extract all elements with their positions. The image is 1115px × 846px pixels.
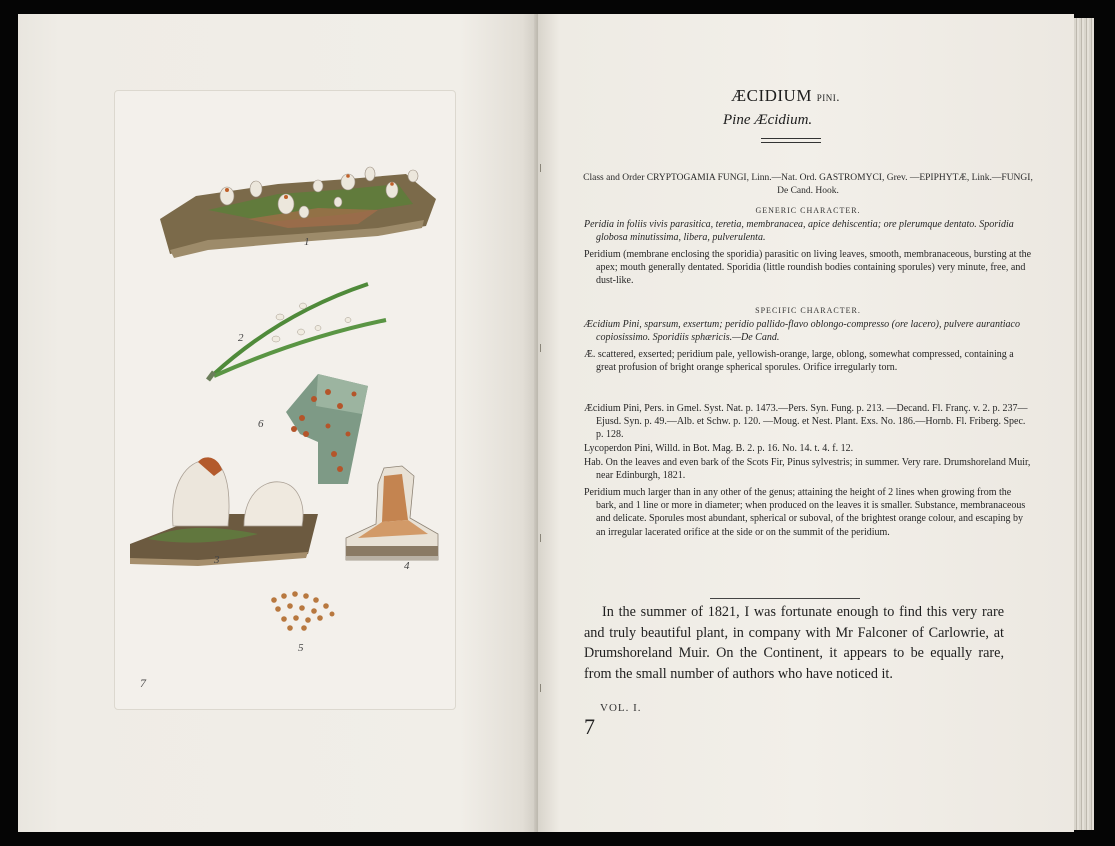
stitch-mark	[540, 684, 541, 692]
narrative-text: In the summer of 1821, I was fortunate enough to find this very rare and truly beautiful plant, in company with Mr Falconer of Carlowrie, at Drumshoreland Muir. On the Continent, it appears to be equally rare, from the small number of authors who have noticed it.	[584, 604, 1004, 682]
page-edges	[1074, 18, 1094, 830]
generic-character-heading: GENERIC CHARACTER.	[755, 206, 861, 215]
specific-character-heading: SPECIFIC CHARACTER.	[755, 306, 861, 315]
section-rule	[710, 598, 860, 599]
left-page-plate	[18, 14, 538, 832]
figure-6-magnified	[286, 374, 368, 484]
title-rule	[761, 138, 821, 143]
synonyms-list: Æcidium Pini, Pers. in Gmel. Syst. Nat. p. 1473.—Pers. Syn. Fung. p. 213. —Decand. Fl. Franç. v. 2. p. 237—Ejusd. Syn. p. 49.—Alb. et Schw. p. 120. —Moug. et Nest. Plant. Exs. No. 186.—Hornb. Fl. Friberg. Spec. p. 128.	[584, 403, 1028, 441]
plate-number: 7	[140, 676, 146, 690]
specific-character-english: Æ. scattered, exserted; peridium pale, yellowish-orange, large, oblong, somewhat compressed, containing a great profusion of bright orange spherical sporules. Orifice irregularly torn.	[584, 349, 1014, 374]
stitch-mark	[540, 164, 541, 172]
title-species: pini.	[816, 89, 840, 104]
narrative-paragraph	[584, 602, 1004, 684]
specific-character-latin: Æcidium Pini, sparsum, exsertum; peridio pallido-flavo oblongo-compresso (ore lacero), pulvere aurantiaco copiosissimo. Sporidiis sphæricis.—De Cand.	[584, 319, 1020, 344]
stitch-mark	[540, 344, 541, 352]
figure-1-bark	[160, 167, 436, 258]
page-title	[731, 86, 840, 106]
classification-line: Class and Order CRYPTOGAMIA FUNGI, Linn.—Nat. Ord. GASTROMYCI, Grev. —EPIPHYTÆ, Link.—FUNGI, De Cand. Hook.	[583, 173, 1033, 196]
figure-label-2: 2	[238, 332, 244, 344]
open-book	[18, 14, 1094, 832]
description: Peridium much larger than in any other of the genus; attaining the height of 2 lines when growing from the bark, and 1 line or more in diameter; when produced on the leaves it is smaller. Substance, membranaceous and delicate. Sporules most abundant, spherical or suboval, of the brightest orange colour, and escaping by an irregular lacerated orifice at the side or on the summit of the peridium.	[584, 487, 1026, 538]
stitch-mark	[540, 534, 541, 542]
common-name: Pine Æcidium.	[723, 112, 813, 128]
right-page-text	[538, 14, 1074, 832]
plate-illustration	[18, 14, 538, 832]
page-number: 7	[584, 714, 595, 739]
synonym-lycoperdon: Lycoperdon Pini, Willd. in Bot. Mag. B. 2. p. 16. No. 14. t. 4. f. 12.	[584, 443, 854, 454]
generic-character-latin: Peridia in foliis vivis parasitica, teretia, membranacea, apice dehiscentia; ore plerumque dentato. Sporidia globosa minutissima, libera, pulverulenta.	[584, 219, 1014, 244]
figure-2-needles	[208, 284, 386, 380]
figure-label-5: 5	[298, 642, 304, 654]
title-genus: ÆCIDIUM	[731, 86, 812, 105]
figure-label-1: 1	[304, 236, 310, 248]
figure-4-section	[346, 466, 438, 560]
figure-5-sporules	[271, 591, 334, 631]
figure-label-3: 3	[214, 554, 220, 566]
figure-label-6: 6	[258, 418, 264, 430]
figure-label-4: 4	[404, 560, 410, 572]
generic-character-english: Peridium (membrane enclosing the sporidia) parasitic on living leaves, smooth, membranaceous, bursting at the apex; mouth generally dentated. Sporidia (little roundish bodies containing sporules) very minute, free, and dust-like.	[584, 249, 1032, 287]
habitat: Hab. On the leaves and even bark of the Scots Fir, Pinus sylvestris; in summer. Very rare. Drumshoreland Muir, near Edinburgh, 1821.	[584, 457, 1031, 482]
figure-3-peridia	[130, 457, 318, 566]
signature-mark: VOL. I.	[600, 702, 642, 714]
